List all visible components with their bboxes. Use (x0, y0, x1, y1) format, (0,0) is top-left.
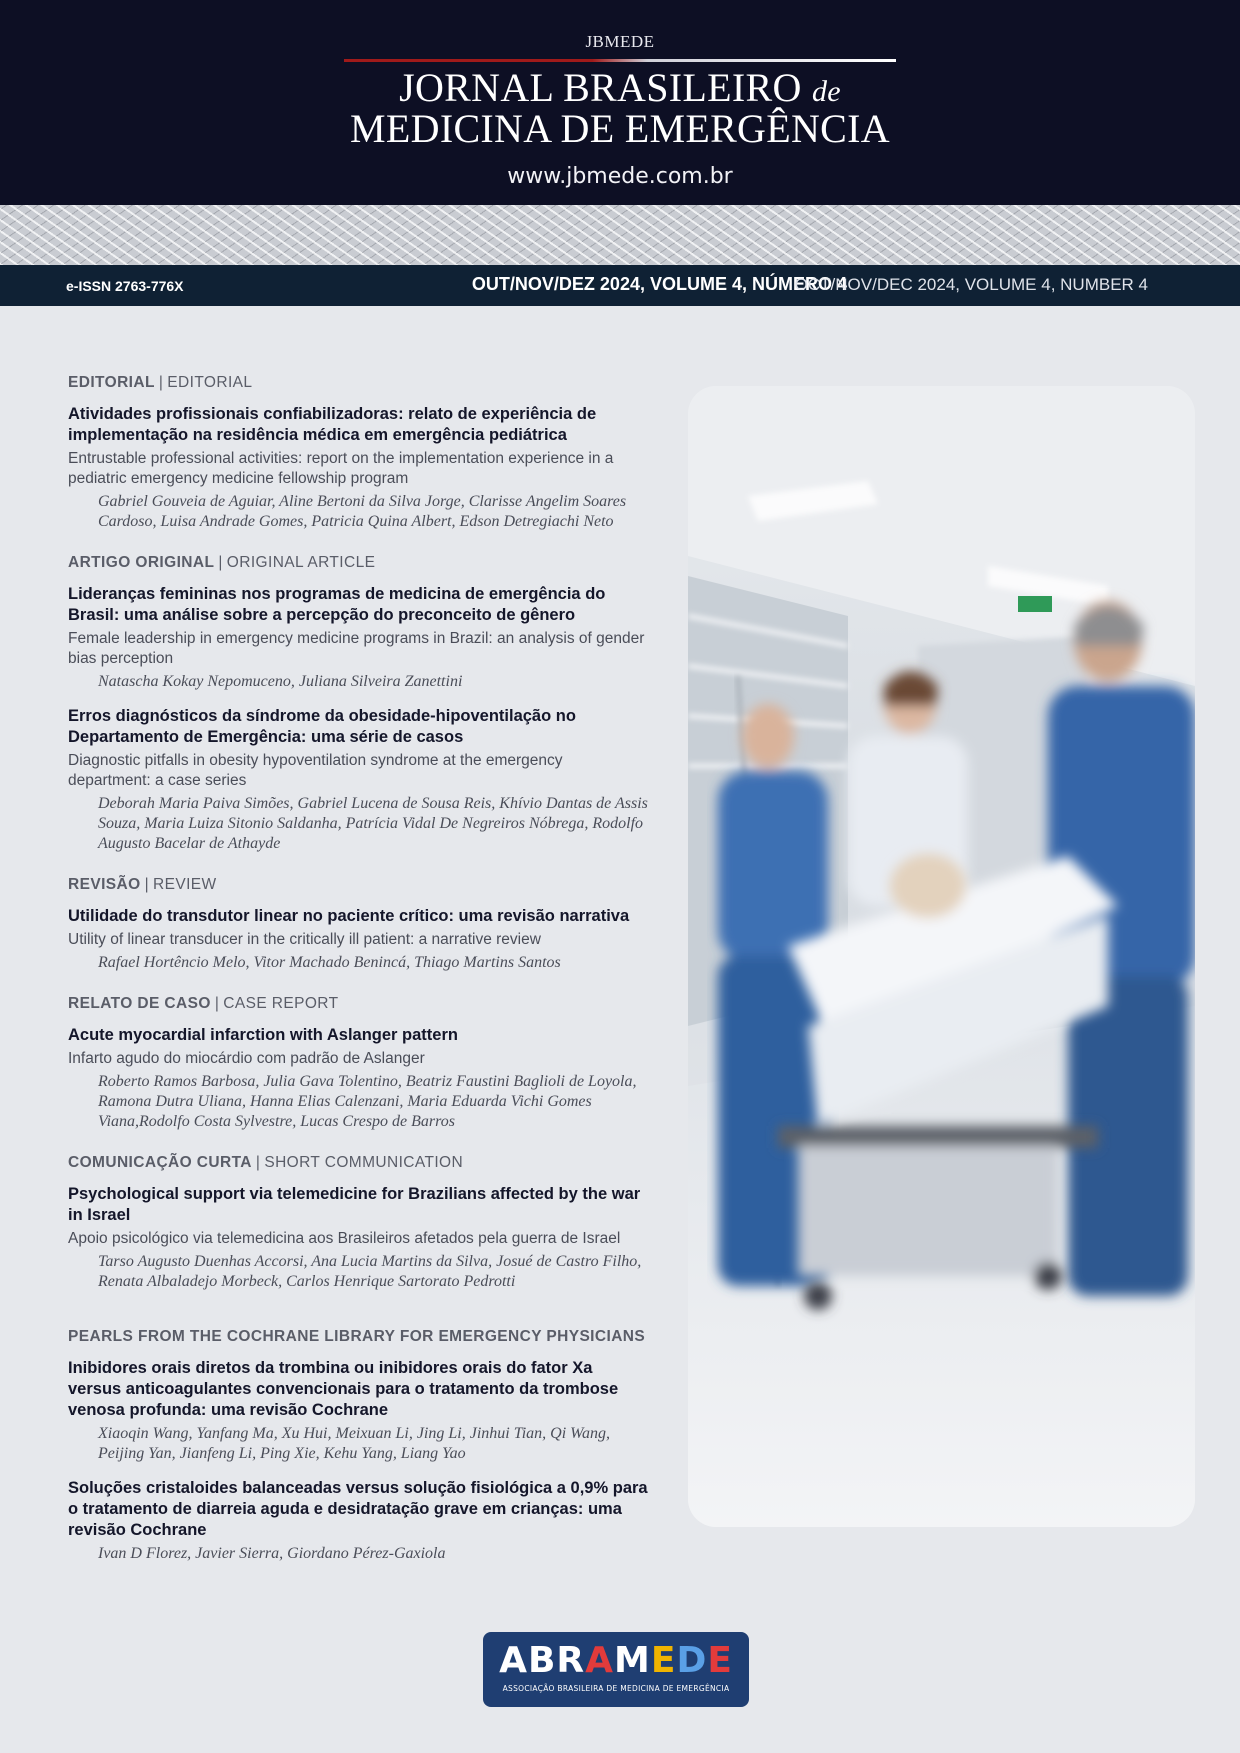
section-label-en: SHORT COMMUNICATION (264, 1154, 464, 1171)
abramede-logo-subtitle: ASSOCIAÇÃO BRASILEIRA DE MEDICINA DE EMERGÊNCIA (502, 1684, 730, 1693)
article-entry[interactable] (68, 906, 648, 973)
article-title[interactable]: Acute myocardial infarction with Aslanger pattern (68, 1026, 458, 1044)
article-subtitle: Utility of linear transducer in the critically ill patient: a narrative review (68, 931, 541, 948)
logo-letter: A (585, 1640, 615, 1681)
article-subtitle: Female leadership in emergency medicine programs in Brazil: an analysis of gender bias perception (68, 630, 645, 667)
issn: e-ISSN 2763-776X (66, 278, 184, 294)
section-label-en: REVIEW (153, 876, 217, 893)
article-entry[interactable] (68, 1478, 648, 1564)
article-entry[interactable] (68, 706, 648, 854)
article-authors: Natascha Kokay Nepomuceno, Juliana Silveira Zanettini (98, 673, 463, 690)
article-authors: Gabriel Gouveia de Aguiar, Aline Bertoni da Silva Jorge, Clarisse Angelim Soares Cardoso, Luisa Andrade Gomes, Patricia Quina Albert, Edson Detregiachi Neto (98, 493, 627, 530)
section-label-pt: RELATO DE CASO (68, 995, 211, 1012)
article-title[interactable]: Utilidade do transdutor linear no paciente crítico: uma revisão narrativa (68, 907, 630, 925)
section-label (68, 374, 648, 392)
section-label-separator: | (214, 995, 220, 1012)
section-label-separator: | (144, 876, 150, 893)
hospital-scene-illustration (688, 386, 1195, 1527)
section-label-pt: ARTIGO ORIGINAL (68, 554, 215, 571)
logo-letter: D (676, 1640, 708, 1681)
section-label-pt: REVISÃO (68, 876, 141, 893)
decorative-pattern-band (0, 205, 1240, 265)
section-label (68, 1328, 648, 1346)
section-original-article (68, 554, 648, 854)
article-authors: Ivan D Florez, Javier Sierra, Giordano Pérez-Gaxiola (98, 1545, 446, 1562)
masthead-rule (344, 59, 896, 62)
section-label (68, 995, 648, 1013)
logo-letter: R (556, 1640, 586, 1681)
article-title[interactable]: Lideranças femininas nos programas de medicina de emergência do Brasil: uma análise sobre a percepção do preconceito de gênero (68, 585, 606, 624)
section-label-separator: | (255, 1154, 261, 1171)
abramede-logo (483, 1632, 749, 1707)
article-authors: Xiaoqin Wang, Yanfang Ma, Xu Hui, Meixuan Li, Jing Li, Jinhui Tian, Qi Wang, Peijing Yan, Jianfeng Li, Ping Xie, Kehu Yang, Liang Yao (98, 1425, 611, 1462)
article-subtitle: Diagnostic pitfalls in obesity hypoventilation syndrome at the emergency department: a case series (68, 752, 563, 789)
journal-title-text-1: JORNAL BRASILEIRO (399, 65, 802, 110)
article-entry[interactable] (68, 404, 648, 532)
article-subtitle: Apoio psicológico via telemedicina aos Brasileiros afetados pela guerra de Israel (68, 1230, 621, 1247)
section-cochrane-pearls (68, 1328, 648, 1564)
article-entry[interactable] (68, 1358, 648, 1464)
journal-title-de: de (811, 75, 841, 108)
issue-info-pt: OUT/NOV/DEZ 2024, VOLUME 4, NÚMERO 4 (471, 274, 847, 294)
section-short-communication (68, 1154, 648, 1292)
article-title[interactable]: Inibidores orais diretos da trombina ou inibidores orais do fator Xa versus anticoagulantes convencionais para o tratamento da trombose venosa profunda: uma revisão Cochrane (68, 1359, 619, 1419)
logo-letter: E (650, 1640, 677, 1681)
article-title[interactable]: Soluções cristaloides balanceadas versus solução fisiológica a 0,9% para o tratamento de diarreia aguda e desidratação grave em crianças: uma revisão Cochrane (68, 1479, 648, 1539)
section-label-separator: | (158, 374, 164, 391)
exit-sign (1018, 596, 1052, 612)
journal-title-line-2: MEDICINA DE EMERGÊNCIA (350, 106, 890, 151)
article-authors: Tarso Augusto Duenhas Accorsi, Ana Lucia Martins da Silva, Josué de Castro Filho, Renata Albaladejo Morbeck, Carlos Henrique Sartorato Pedrotti (98, 1253, 642, 1290)
section-label-en: CASE REPORT (223, 995, 339, 1012)
article-entry[interactable] (68, 1184, 648, 1292)
logo-letter: E (707, 1640, 733, 1681)
issue-bar (0, 265, 1240, 306)
section-label (68, 554, 648, 572)
journal-url[interactable]: www.jbmede.com.br (507, 164, 733, 189)
article-subtitle: Infarto agudo do miocárdio com padrão de Aslanger (68, 1050, 425, 1067)
section-label (68, 876, 648, 894)
section-review (68, 876, 648, 973)
article-authors: Rafael Hortêncio Melo, Vitor Machado Benincá, Thiago Martins Santos (98, 954, 561, 971)
article-subtitle: Entrustable professional activities: report on the implementation experience in a pediatric emergency medicine fellowship program (68, 450, 614, 487)
article-title[interactable]: Atividades profissionais confiabilizadoras: relato de experiência de implementação na residência médica em emergência pediátrica (68, 405, 597, 444)
section-label-pt: PEARLS FROM THE COCHRANE LIBRARY FOR EMERGENCY PHYSICIANS (68, 1328, 646, 1345)
cover-photo (688, 386, 1195, 1527)
section-label-pt: COMUNICAÇÃO CURTA (68, 1154, 252, 1171)
article-entry[interactable] (68, 1025, 648, 1132)
article-authors: Deborah Maria Paiva Simões, Gabriel Lucena de Sousa Reis, Khívio Dantas de Assis Souza, Maria Luiza Sitonio Saldanha, Patrícia Vidal De Negreiros Nóbrega, Rodolfo Augusto Bacelar de Athayde (98, 795, 648, 852)
journal-abbreviation: JBMEDE (585, 32, 655, 51)
logo-letter: B (527, 1640, 557, 1681)
section-label-separator: | (218, 554, 223, 571)
section-case-report (68, 995, 648, 1132)
section-label-en: EDITORIAL (167, 374, 253, 391)
abramede-wordmark (483, 1640, 749, 1681)
section-editorial (68, 374, 648, 532)
article-title[interactable]: Erros diagnósticos da síndrome da obesidade-hipoventilação no Departamento de Emergência: uma série de casos (68, 707, 576, 746)
article-entry[interactable] (68, 584, 648, 692)
section-label (68, 1154, 648, 1172)
masthead (0, 0, 1240, 205)
logo-letter: A (499, 1640, 528, 1681)
section-label-pt: EDITORIAL (68, 374, 155, 391)
section-label-en: ORIGINAL ARTICLE (226, 554, 376, 571)
article-authors: Roberto Ramos Barbosa, Julia Gava Tolentino, Beatriz Faustini Baglioli de Loyola, Ramona Dutra Uliana, Hanna Elias Calenzani, Maria Eduarda Vichi Gomes Viana,Rodolfo Costa Sylvestre, Lucas Crespo de Barros (98, 1073, 637, 1130)
issue-info-en: OCT/NOV/DEC 2024, VOLUME 4, NUMBER 4 (794, 275, 1148, 294)
table-of-contents (68, 374, 648, 1586)
article-title[interactable]: Psychological support via telemedicine for Brazilians affected by the war in Israel (68, 1185, 641, 1224)
logo-letter: M (614, 1640, 651, 1681)
